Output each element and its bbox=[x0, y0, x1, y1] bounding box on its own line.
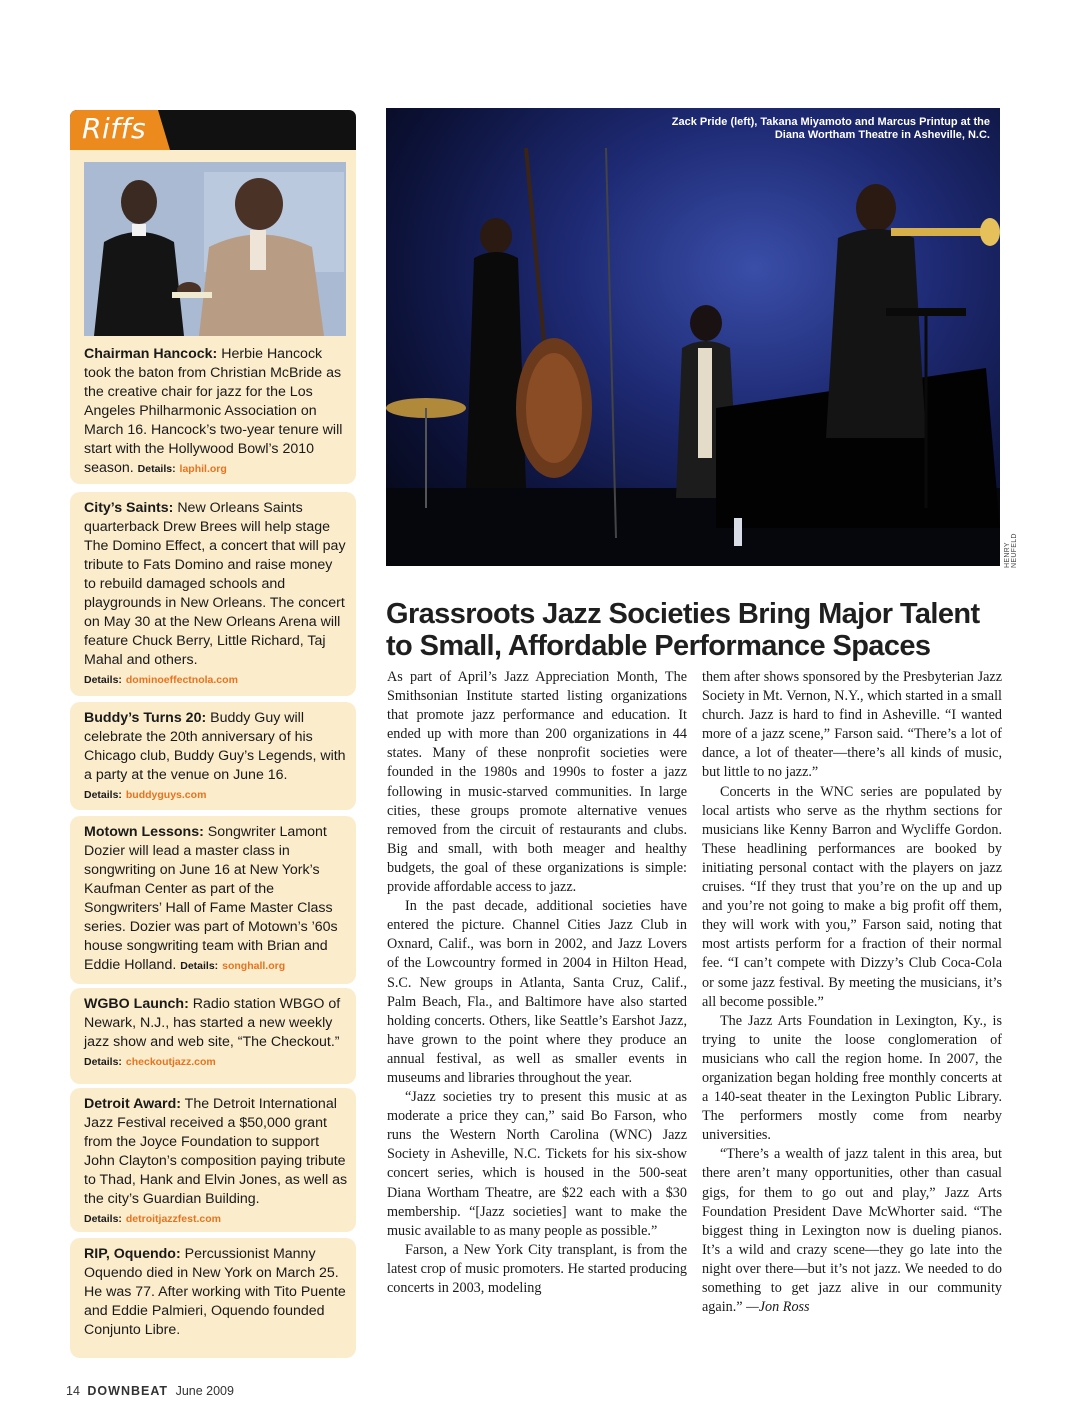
article-paragraph: them after shows sponsored by the Presbyterian Jazz Society in Mt. Vernon, N.Y., which started in a small church. Jazz is hard to find in Asheville. “I wanted more of a jazz scene,” Farson said. “There’s a lot of dance, a lot of theater—there’s all kinds of music, but little to no jazz.” bbox=[702, 669, 1002, 781]
riffs-section-header bbox=[70, 110, 356, 150]
article-paragraph: The Jazz Arts Foundation in Lexington, Ky., is trying to unite the loose conglomeration of musicians who call the region home. In 2007, the organization began holding free monthly concerts at a 140-seat theater in the Lexington Public Library. The performers mostly come from nearby universities. bbox=[702, 1012, 1002, 1144]
riff-item-oquendo bbox=[70, 1238, 356, 1358]
riff-heading: RIP, Oquendo: bbox=[84, 1246, 181, 1262]
riff-body: Songwriter Lamont Dozier will lead a master class in songwriting on June 16 at New York’s Kaufman Center as part of the Songwriters’ Hall of Fame Master Class series. Dozier was part of Motown’s ’60s house songwriting team with Brian and Eddie Holland. bbox=[84, 824, 338, 973]
riff-body: Herbie Hancock took the baton from Christian McBride as the creative chair for jazz for the Los Angeles Philharmonic Association on March 16. Hancock’s two-year tenure will start with the Hollywood Bowl’s 2010 season. bbox=[84, 346, 343, 476]
riff-text bbox=[84, 345, 348, 479]
article-paragraph bbox=[702, 1145, 1002, 1317]
riff-heading: Detroit Award: bbox=[84, 1096, 181, 1112]
riff-body: The Detroit International Jazz Festival received a $50,000 grant from the Joyce Foundation to support John Clayton’s composition paying tribute to Thad, Hank and Elvin Jones, as well as the city’s Guardian Building. bbox=[84, 1096, 348, 1207]
riff-heading: City’s Saints: bbox=[84, 500, 174, 516]
riff-text bbox=[84, 823, 348, 976]
riff-body: New Orleans Saints quarterback Drew Brees will help stage The Domino Effect, a concert that will pay tribute to Fats Domino and raise money to rebuild damaged schools and playgrounds in New Orleans. The concert on May 30 at the New Orleans Arena will feature Chuck Berry, Little Richard, Taj Mahal and others. bbox=[84, 500, 346, 668]
riff-details-label: Details: bbox=[137, 463, 176, 475]
article-paragraph: Concerts in the WNC series are populated by local artists who serve as the rhythm sections for musicians like Kenny Barron and Wycliffe Gordon. These headlining performances are booked by initiating personal contact with the players on jazz cruises. “If they trust that you’re on the up and up and you’re not going to make a big profit off them, they will work with you,” Farson said, noting that most artists perform for a fraction of their normal fee. “I can’t compete with Dizzy’s Club Coca-Cola or some jazz festival. By meeting the musicians, it’s all become possible.” bbox=[702, 783, 1002, 1010]
article-paragraph: As part of April’s Jazz Appreciation Month, The Smithsonian Institute started listing organizations that promote jazz performance and education. It ended up with more than 200 organizations in 44 states. Many of these nonprofit societies were founded in the 1980s and 1990s to foster a jazz following in music-starved communities. In large cities, these groups promote alternative venues removed from the circuit of restaurants and clubs. Big and small, with both meager and healthy budgets, the goal of these organizations is simple: provide affordable access to jazz. bbox=[387, 669, 687, 896]
article-headline: Grassroots Jazz Societies Bring Major Talent to Small, Affordable Performance Spaces bbox=[386, 598, 980, 662]
riff-item-buddy-guy bbox=[70, 702, 356, 810]
riff-heading: WGBO Launch: bbox=[84, 996, 189, 1012]
riff-item-saints bbox=[70, 492, 356, 696]
riff-details-label: Details: bbox=[84, 674, 122, 686]
riff-text bbox=[84, 1095, 348, 1229]
article-byline: —Jon Ross bbox=[746, 1299, 810, 1316]
riff-details-label: Details: bbox=[84, 789, 122, 801]
concert-photo bbox=[386, 108, 1000, 566]
issue-date: June 2009 bbox=[175, 1384, 234, 1398]
concert-illustration bbox=[386, 108, 1000, 566]
riff-details-label: Details: bbox=[180, 960, 219, 972]
riff-heading: Chairman Hancock: bbox=[84, 346, 218, 362]
riff-text bbox=[84, 499, 348, 690]
photo-caption: Zack Pride (left), Takana Miyamoto and Marcus Printup at the Diana Wortham Theatre in Asheville, N.C. bbox=[671, 116, 990, 141]
article-paragraph: “Jazz societies try to present this music at as moderate a price they can,” said Bo Farson, who runs the Western North Carolina (WNC) Jazz Society in Asheville, N.C. Tickets for his six-show concert series, which is housed in the 500-seat Diana Wortham Theatre, are $22 each with a $30 membership. “[Jazz societies] want to make the music available to as many people as possible.” bbox=[387, 1089, 687, 1239]
riff-body: Percussionist Manny Oquendo died in New York on March 25. He was 77. After working with Tito Puente and Eddie Palmieri, Oquendo founded Conjunto Libre. bbox=[84, 1246, 346, 1338]
riff-body: Radio station WBGO of Newark, N.J., has started a new weekly jazz show and web site, “The Checkout.” bbox=[84, 996, 341, 1050]
article-column-right bbox=[702, 668, 1002, 1317]
hancock-mcbride-photo bbox=[84, 162, 346, 336]
riff-item-motown bbox=[70, 816, 356, 984]
riff-text bbox=[84, 709, 348, 805]
riff-heading: Buddy’s Turns 20: bbox=[84, 710, 207, 726]
riff-details-label: Details: bbox=[84, 1056, 122, 1068]
riff-item-wbgo bbox=[70, 988, 356, 1084]
article-paragraph: In the past decade, additional societies have entered the picture. Channel Cities Jazz Club in Oxnard, Calif., was born in 2002, and Jazz Lovers of the Lowcountry formed in 2004 in Hilton Head, S.C. New groups in Atlanta, Santa Cruz, Calif., Palm Beach, Fla., and Baltimore have also started holding concerts. Others, like Seattle’s Earshot Jazz, have grown to the point where they produce an annual festival, as well as smaller events in museums and libraries throughout the year. bbox=[387, 898, 687, 1086]
riff-item-detroit bbox=[70, 1088, 356, 1232]
article-paragraph-text: “There’s a wealth of jazz talent in this area, but there aren’t many opportunities, other than casual gigs, for them to go out and play,” Jazz Arts Foundation President Dave McWhorter said. “The biggest thing in Lexington now is dueling pianos. It’s a wild and crazy scene—they go late into the night over there—but it’s not jazz. We needed to do something to get jazz alive in our community again.” bbox=[702, 1146, 1002, 1316]
riff-link[interactable]: buddyguys.com bbox=[125, 789, 207, 801]
article-paragraph: Farson, a New York City transplant, is from the latest crop of music promoters. He started producing concerts in 2003, modeling bbox=[387, 1241, 687, 1296]
riff-link[interactable]: dominoeffectnola.com bbox=[125, 674, 238, 686]
riff-link[interactable]: detroitjazzfest.com bbox=[125, 1213, 221, 1225]
article-column-left bbox=[387, 668, 687, 1298]
page-number: 14 bbox=[66, 1384, 80, 1398]
riff-link[interactable]: checkoutjazz.com bbox=[125, 1056, 216, 1068]
riffs-section-label: Riffs bbox=[82, 112, 147, 145]
riff-details-label: Details: bbox=[84, 1213, 122, 1225]
riff-text bbox=[84, 995, 348, 1072]
photo-credit: HENRY NEUFELD bbox=[1004, 533, 1018, 568]
riff-heading: Motown Lessons: bbox=[84, 824, 204, 840]
riff-link[interactable]: laphil.org bbox=[179, 463, 227, 475]
photo-illustration bbox=[84, 162, 346, 336]
riff-text bbox=[84, 1245, 348, 1340]
riff-body: Buddy Guy will celebrate the 20th anniversary of his Chicago club, Buddy Guy’s Legends, with a party at the venue on June 16. bbox=[84, 710, 346, 783]
magazine-name: DOWNBEAT bbox=[87, 1384, 169, 1398]
riff-link[interactable]: songhall.org bbox=[222, 960, 286, 972]
page-footer bbox=[66, 1384, 234, 1398]
